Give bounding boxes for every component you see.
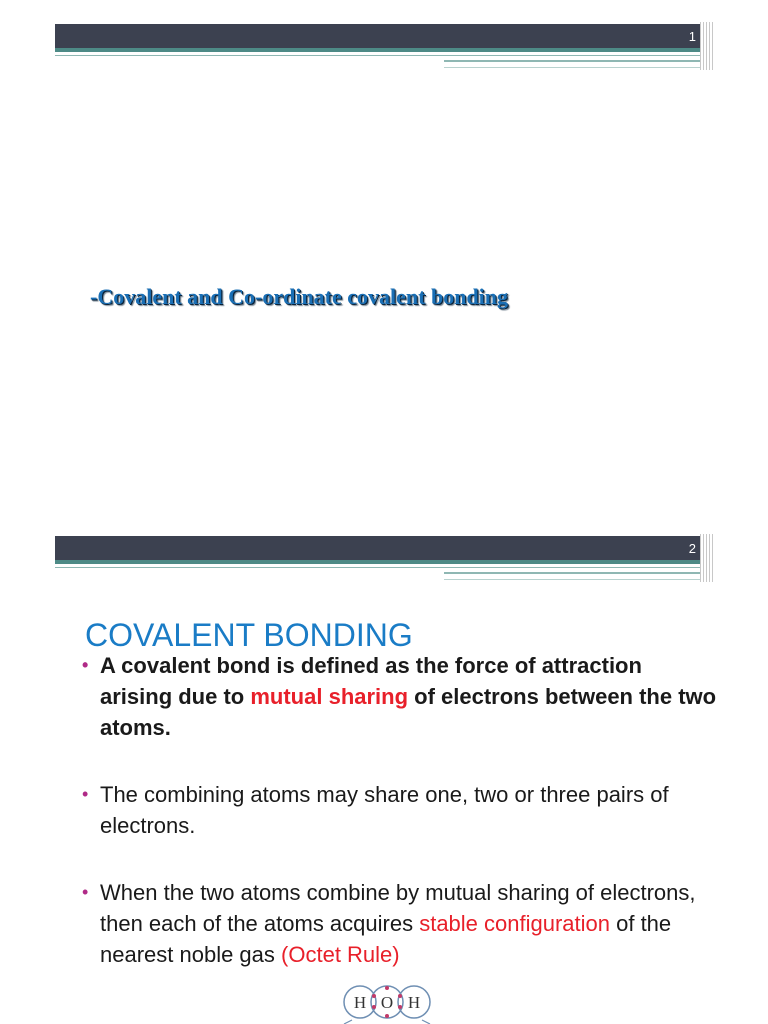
atom-label-h-left: H <box>353 993 367 1012</box>
header-bar <box>55 536 700 560</box>
bullet-item-octet <box>80 877 720 970</box>
bullet-item-pairs <box>80 779 720 841</box>
highlight-text: (Octet Rule) <box>281 942 400 967</box>
atom-label-h-right: H <box>407 993 421 1012</box>
electron-dot <box>385 1014 389 1018</box>
header-rule-short <box>444 572 700 574</box>
bullet-marker-icon: • <box>82 784 89 804</box>
diagram-line <box>344 1020 352 1024</box>
electron-dot <box>398 1005 402 1009</box>
electron-dot <box>398 994 402 998</box>
slide-number: 2 <box>688 541 696 556</box>
bullet-list <box>80 650 720 970</box>
slide-heading: COVALENT BONDING <box>85 617 413 653</box>
header-rule <box>55 55 700 56</box>
header-stripe-pattern <box>700 534 713 582</box>
header-bar <box>55 24 700 48</box>
highlight-text: stable configuration <box>419 911 610 936</box>
highlight-text: mutual sharing <box>250 684 409 709</box>
bullet-text: of the nearest noble gas <box>100 911 672 967</box>
header-rule-short-thin <box>444 67 700 68</box>
header-stripe-pattern <box>700 22 713 70</box>
header-accent-bar <box>55 48 700 52</box>
header-accent-bar <box>55 560 700 564</box>
header-rule-short <box>444 60 700 62</box>
header-rule-short-thin <box>444 579 700 580</box>
bullet-text: The combining atoms may share one, two or three pairs of electrons. <box>100 782 669 838</box>
electron-dot <box>372 1005 376 1009</box>
bullet-text: of electrons between the two atoms. <box>100 684 717 740</box>
bullet-marker-icon: • <box>82 655 89 675</box>
electron-dot <box>385 986 389 990</box>
bullet-marker-icon: • <box>82 882 89 902</box>
electron-dot <box>372 994 376 998</box>
atom-label-o: O <box>380 993 394 1012</box>
diagram-line <box>422 1020 430 1024</box>
header-rule <box>55 567 700 568</box>
slide-title: -Covalent and Co-ordinate covalent bonding <box>90 284 509 309</box>
bullet-text: When the two atoms combine by mutual sharing of electrons, then each of the atoms acquires <box>100 880 696 936</box>
bullet-item-definition <box>80 650 720 743</box>
water-molecule-diagram <box>342 978 432 1024</box>
bullet-text: A covalent bond is defined as the force of attraction arising due to <box>100 653 642 709</box>
slide-2 <box>0 512 768 1024</box>
slide-number: 1 <box>688 29 696 44</box>
